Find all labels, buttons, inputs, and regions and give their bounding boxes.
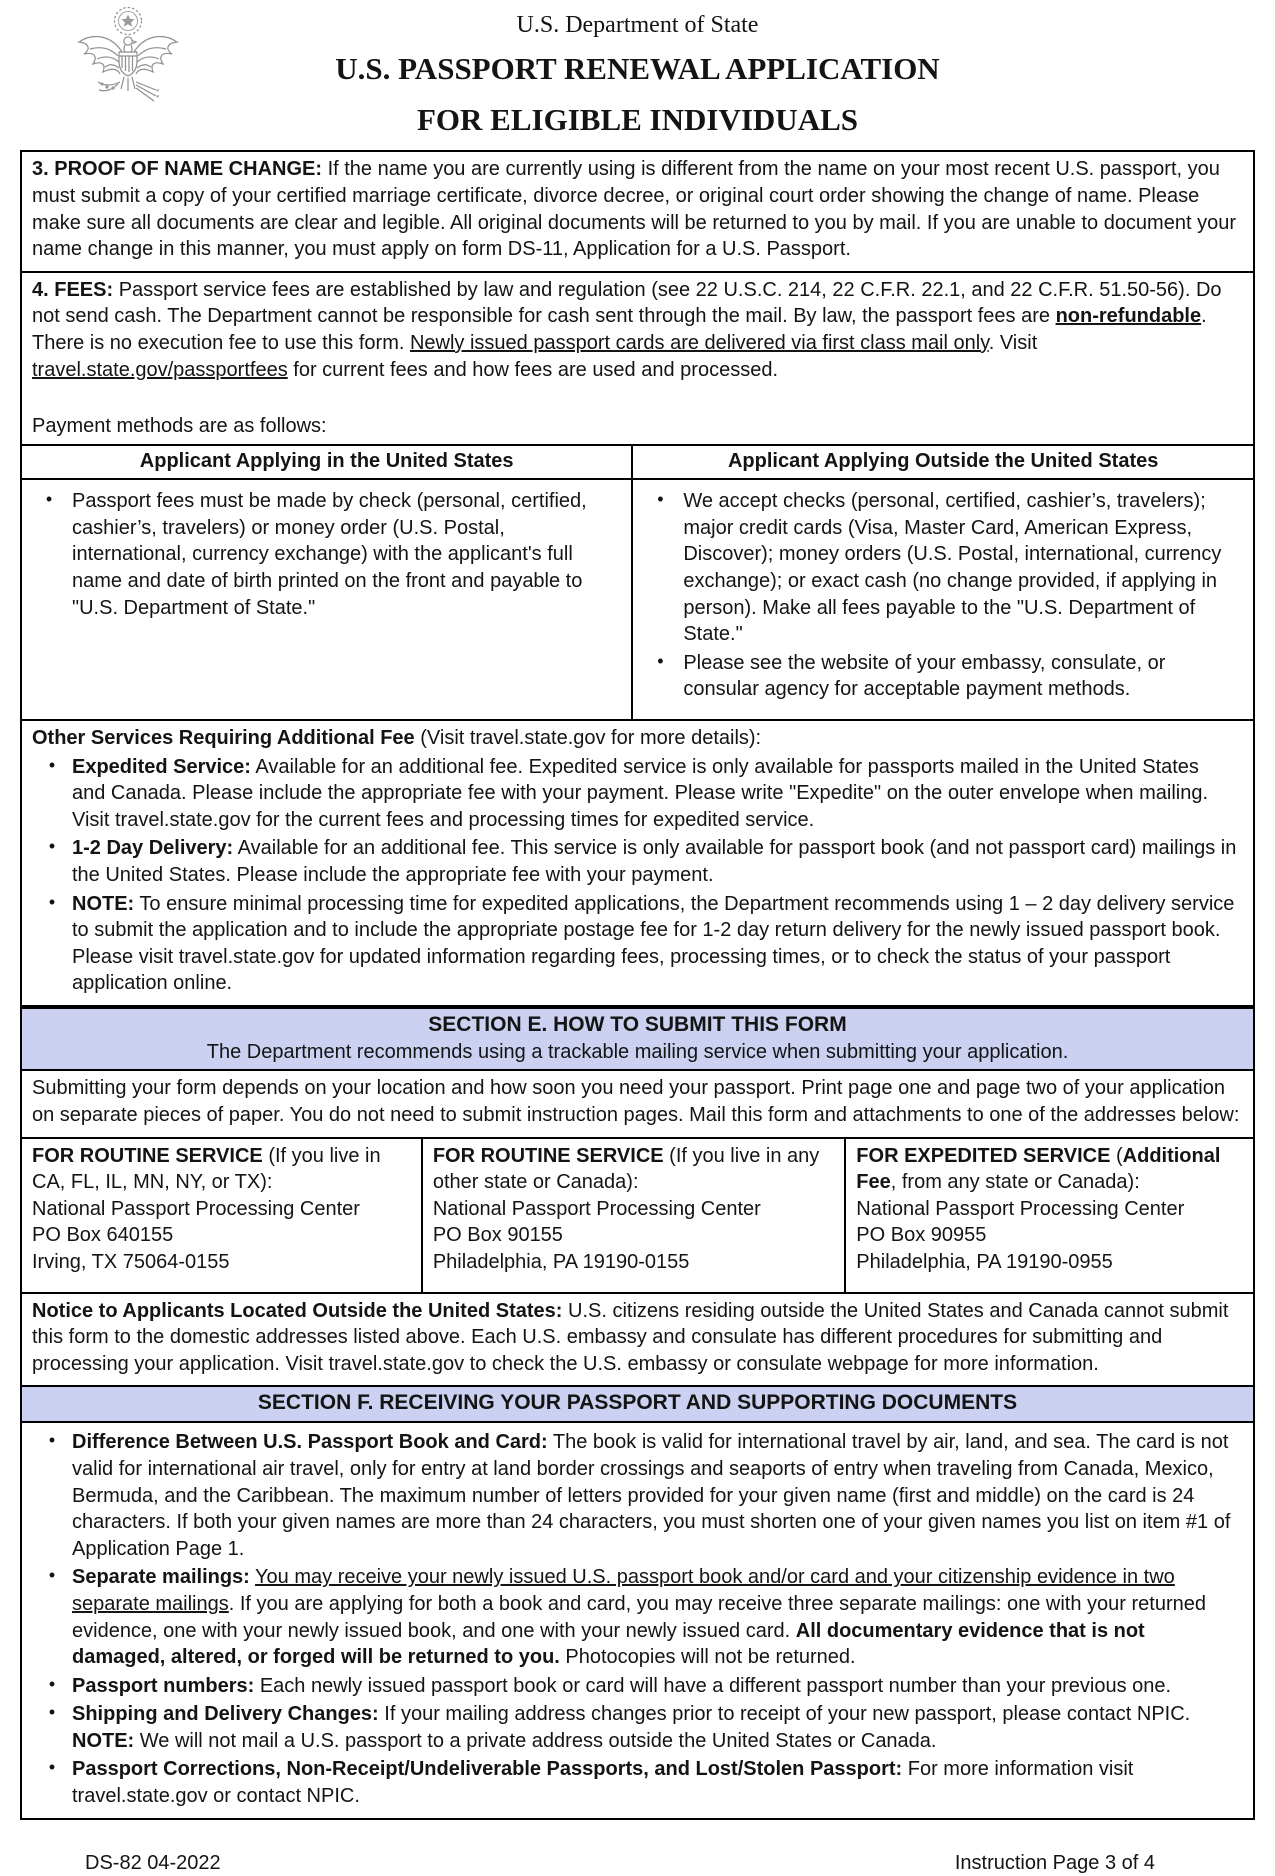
expedited-service-text: Expedited Service: Available for an additional fee. Expedited service is only available for passports mailed in the United States and Canada. Please include the appropriate fee with your payment. Please write "Expedite" on the outer envelope when mailing. Visit travel.state.gov for the current fees and processing times for expedited service. bbox=[72, 755, 1209, 831]
receiving-section bbox=[22, 1421, 1253, 1817]
address-line: Irving, TX 75064-0155 bbox=[32, 1251, 230, 1274]
corrections-text: Passport Corrections, Non-Receipt/Undeliverable Passports, and Lost/Stolen Passport: For more information visit travel.state.gov or contact NPIC. bbox=[72, 1758, 1134, 1808]
bullet-icon: • bbox=[48, 1430, 56, 1451]
address-line: Philadelphia, PA 19190-0155 bbox=[432, 1251, 690, 1274]
list-item bbox=[637, 650, 1249, 703]
agency-name: U.S. Department of State bbox=[516, 12, 759, 38]
payment-outside-bullet-text: Please see the website of your embassy, consulate, or consular agency for acceptable payment methods. bbox=[683, 651, 1166, 701]
bullet-icon: • bbox=[45, 489, 53, 510]
list-item bbox=[32, 1756, 1243, 1809]
payment-methods-table bbox=[22, 444, 1253, 719]
form-title-line2: FOR ELIGIBLE INDIVIDUALS bbox=[417, 102, 858, 138]
payment-header-us: Applicant Applying in the United States bbox=[22, 446, 631, 481]
list-item bbox=[637, 488, 1249, 648]
fees-text: 4. FEES: Passport service fees are established by law and regulation (see 22 U.S.C. 214, 22 C.F.R. 22.1, and 22 C.F.R. 51.50-56). Do not send cash. The Department cannot be responsible for cash sent through the mail. By law, the passport fees are non-refundable. There is no execution fee to use this form. Newly issued passport cards are delivered via first class mail only. Visit travel.state.gov/passportfees for current fees and how fees are used and processed. bbox=[32, 278, 1222, 381]
list-item bbox=[26, 488, 627, 621]
payment-methods-intro: Payment methods are as follows: bbox=[32, 415, 327, 438]
bullet-icon: • bbox=[48, 891, 56, 912]
address-line: National Passport Processing Center bbox=[856, 1197, 1185, 1220]
shipping-changes-text: Shipping and Delivery Changes: If your mailing address changes prior to receipt of your new passport, please contact NPIC. NOTE: We will not mail a U.S. passport to a private address outside the United States or Canada. bbox=[72, 1703, 1191, 1752]
address-line: PO Box 90155 bbox=[432, 1224, 563, 1247]
address-line: Philadelphia, PA 19190-0955 bbox=[856, 1251, 1113, 1274]
section-f-title: SECTION F. RECEIVING YOUR PASSPORT AND SUPPORTING DOCUMENTS bbox=[257, 1391, 1018, 1415]
page-footer bbox=[20, 1820, 1255, 1876]
section-e-title: SECTION E. HOW TO SUBMIT THIS FORM bbox=[428, 1012, 847, 1036]
book-vs-card-text: Difference Between U.S. Passport Book and Card: The book is valid for international travel by air, land, and sea. The card is not valid for international air travel, only for entry at land border crossings and seaports of entry when traveling from Canada, Mexico, Bermuda, and the Caribbean. The maximum number of letters provided for your given name (first and middle) on the card is 24 characters. If both your given names are more than 24 characters, you must shorten one of your given names you list on item #1 of Application Page 1. bbox=[72, 1431, 1231, 1560]
page-header bbox=[20, 0, 1255, 150]
section-4-fees bbox=[22, 271, 1253, 719]
bullet-icon: • bbox=[48, 1757, 56, 1778]
bullet-icon: • bbox=[657, 650, 664, 671]
payment-cell-outside bbox=[633, 480, 1253, 719]
address-heading: FOR EXPEDITED SERVICE (Additional Fee, from any state or Canada): bbox=[856, 1144, 1221, 1194]
payment-header-outside: Applicant Applying Outside the United States bbox=[633, 446, 1253, 481]
list-item bbox=[32, 1701, 1243, 1754]
address-col-expedited bbox=[844, 1139, 1253, 1292]
day-delivery-text: 1-2 Day Delivery: Available for an additional fee. This service is only available for passport book (and not passport card) mailings in the United States. Please include the appropriate fee with your payment. bbox=[72, 837, 1237, 886]
list-item bbox=[32, 1673, 1243, 1700]
payment-outside-bullet-text: We accept checks (personal, certified, cashier’s, travelers); major credit cards (Visa, Master Card, American Express, Discover); money orders (U.S. Postal, international, currency exchange); or exact cash (no change provided, if applying in person). Make all fees payable to the "U.S. Department of State." bbox=[683, 490, 1222, 646]
form-title-line1: U.S. PASSPORT RENEWAL APPLICATION bbox=[335, 50, 940, 86]
submit-instructions bbox=[22, 1069, 1253, 1136]
footer-page-label: Instruction Page 3 of 4 bbox=[954, 1851, 1155, 1874]
address-line: National Passport Processing Center bbox=[32, 1197, 360, 1220]
payment-col-outside bbox=[631, 446, 1253, 719]
payment-col-us bbox=[22, 446, 631, 719]
passport-numbers-text: Passport numbers: Each newly issued passport book or card will have a different passport number than your previous one. bbox=[72, 1674, 1172, 1697]
section-e-subtitle: The Department recommends using a trackable mailing service when submitting your application. bbox=[206, 1040, 1069, 1063]
list-item bbox=[32, 1429, 1243, 1562]
bullet-icon: • bbox=[48, 1673, 56, 1694]
section-3-text: 3. PROOF OF NAME CHANGE: If the name you are currently using is different from the name on your most recent U.S. passport, you must submit a copy of your certified marriage certificate, divorce decree, or original court order showing the change of name. Please make sure all documents are clear and legible. All original documents will be returned to you by mail. If you are unable to document your name change in this manner, you must apply on form DS-11, Application for a U.S. Passport. bbox=[32, 158, 1236, 261]
bullet-icon: • bbox=[48, 836, 56, 857]
list-item bbox=[32, 1564, 1243, 1670]
other-services-heading: Other Services Requiring Additional Fee (Visit travel.state.gov for more details): bbox=[32, 727, 762, 750]
section-3-proof-of-name-change bbox=[22, 152, 1253, 270]
bullet-icon: • bbox=[48, 1565, 56, 1586]
list-item bbox=[32, 835, 1243, 888]
footer-form-number: DS-82 04-2022 bbox=[85, 1851, 221, 1874]
payment-us-bullet-text: Passport fees must be made by check (personal, certified, cashier’s, travelers) or money order (U.S. Postal, international, currency exchange) with the applicant's full name and date of birth printed on the front and payable to "U.S. Department of State." bbox=[72, 490, 587, 619]
list-item bbox=[32, 891, 1243, 997]
section-f-band bbox=[22, 1385, 1253, 1421]
great-seal-eagle-icon bbox=[72, 4, 184, 116]
list-item bbox=[32, 754, 1243, 834]
mailing-address-table bbox=[22, 1137, 1253, 1292]
bullet-icon: • bbox=[48, 1702, 56, 1723]
address-col-routine-pa bbox=[421, 1139, 844, 1292]
notice-text: Notice to Applicants Located Outside the United States: U.S. citizens residing outside the United States and Canada cannot submit this form to the domestic addresses listed above. Each U.S. embassy and consulate has different procedures for submitting and processing your application. Visit travel.state.gov to check the U.S. embassy or consulate webpage for more information. bbox=[32, 1299, 1229, 1375]
address-heading: FOR ROUTINE SERVICE (If you live in any other state or Canada): bbox=[432, 1144, 820, 1194]
bullet-icon: • bbox=[48, 754, 56, 775]
address-line: National Passport Processing Center bbox=[432, 1197, 761, 1220]
section-e-band bbox=[22, 1005, 1253, 1070]
note-text: NOTE: To ensure minimal processing time for expedited applications, the Department recommends using 1 – 2 day delivery service to submit the application and to include the appropriate postage fee for 1-2 day return delivery for the newly issued passport book. Please visit travel.state.gov for updated information regarding fees, processing times, or to check the status of your passport application online. bbox=[72, 892, 1235, 995]
submit-instructions-text: Submitting your form depends on your location and how soon you need your passport. Print page one and page two of your application on separate pieces of paper. You do not need to submit instruction pages. Mail this form and attachments to one of the addresses below: bbox=[32, 1077, 1240, 1127]
other-services-section bbox=[22, 719, 1253, 1005]
spacer bbox=[22, 383, 1253, 409]
address-line: PO Box 640155 bbox=[32, 1224, 174, 1247]
payment-cell-us bbox=[22, 480, 631, 637]
bullet-icon: • bbox=[657, 489, 664, 510]
address-heading: FOR ROUTINE SERVICE (If you live in CA, FL, IL, MN, NY, or TX): bbox=[32, 1144, 381, 1194]
separate-mailings-text: Separate mailings: You may receive your newly issued U.S. passport book and/or card and your citizenship evidence in two separate mailings. If you are applying for both a book and card, you may receive three separate mailings: one with your returned evidence, one with your newly issued book, and one with your newly issued card. All documentary evidence that is not damaged, altered, or forged will be returned to you. Photocopies will not be returned. bbox=[72, 1566, 1206, 1669]
address-col-routine-tx bbox=[22, 1139, 421, 1292]
address-line: PO Box 90955 bbox=[856, 1224, 987, 1247]
form-body-frame bbox=[20, 150, 1255, 1819]
notice-outside-us bbox=[22, 1292, 1253, 1386]
